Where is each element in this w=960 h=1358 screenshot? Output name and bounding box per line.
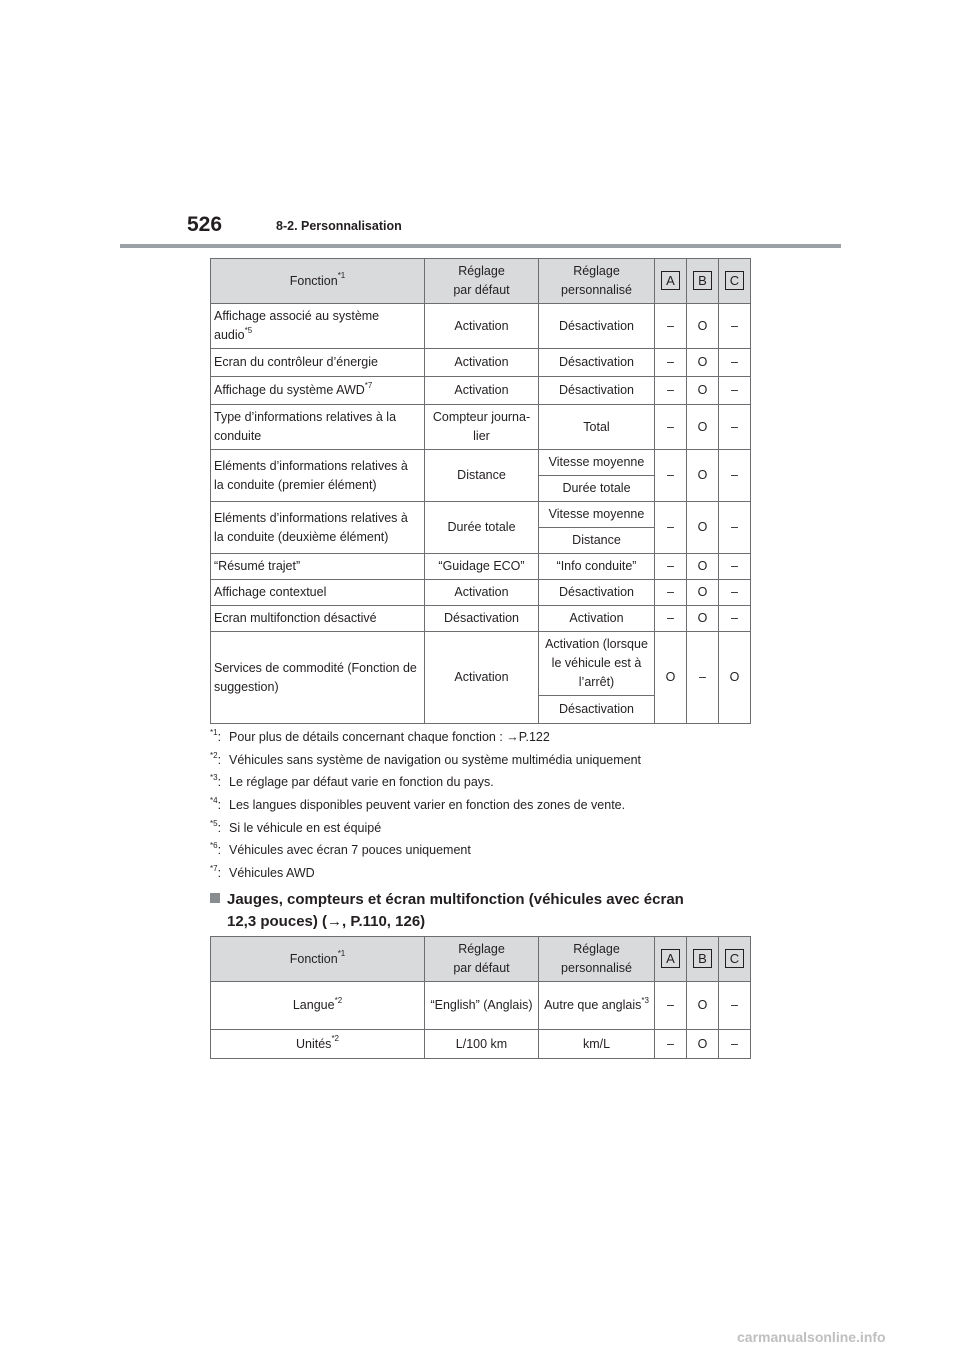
- cell-c: –: [719, 405, 751, 450]
- cell-b: O: [687, 405, 719, 450]
- header-col-b: B: [687, 259, 719, 304]
- cell-function: Ecran multifonction désactivé: [211, 606, 425, 632]
- header-fonction: Fonction$^{*1}$: [211, 259, 425, 304]
- cell-b: O: [687, 349, 719, 377]
- header-fonction: Fonction$^{*1}$: [211, 937, 425, 982]
- table-row: [211, 405, 751, 450]
- footnote: $^{*3}$: Le réglage par défaut varie en fonction du pays.: [210, 773, 494, 790]
- header-default: Réglage par défaut: [425, 259, 539, 304]
- table-row: [211, 554, 751, 580]
- cell-default: “Guidage ECO”: [425, 554, 539, 580]
- cell-c: –: [719, 304, 751, 349]
- cell-default: L/100 km: [425, 1030, 539, 1059]
- header-col-c: C: [719, 937, 751, 982]
- cell-custom: Désactivation: [539, 377, 655, 405]
- table-row: [211, 502, 751, 528]
- cell-c: –: [719, 502, 751, 554]
- header-custom: Réglage personnalisé: [539, 937, 655, 982]
- settings-table-1: [210, 258, 751, 724]
- cell-b: O: [687, 982, 719, 1030]
- cell-a: –: [655, 1030, 687, 1059]
- cell-b: –: [687, 632, 719, 724]
- cell-a: –: [655, 304, 687, 349]
- cell-c: –: [719, 349, 751, 377]
- cell-custom: Durée totale: [539, 476, 655, 502]
- cell-c: –: [719, 1030, 751, 1059]
- table-header-row: [211, 259, 751, 304]
- table-row: [211, 377, 751, 405]
- cell-custom: Vitesse moyenne: [539, 502, 655, 528]
- watermark: carmanualsonline.info: [737, 1329, 886, 1345]
- page-number: 526: [187, 213, 223, 236]
- section-title: 8-2. Personnalisation: [276, 219, 402, 233]
- header-default: Réglage par défaut: [425, 937, 539, 982]
- footnote: $^{*1}$: Pour plus de détails concernant chaque fonction : →P.122: [210, 727, 550, 744]
- footnotes: [210, 727, 770, 889]
- cell-custom: Désactivation: [539, 580, 655, 606]
- cell-custom: Vitesse moyenne: [539, 450, 655, 476]
- cell-function: “Résumé trajet”: [211, 554, 425, 580]
- cell-c: –: [719, 606, 751, 632]
- cell-b: O: [687, 580, 719, 606]
- cell-default: Activation: [425, 580, 539, 606]
- cell-function: Langue$^{*2}$: [211, 982, 425, 1030]
- cell-c: –: [719, 554, 751, 580]
- table-row: [211, 580, 751, 606]
- cell-b: O: [687, 502, 719, 554]
- cell-custom: Désactivation: [539, 349, 655, 377]
- cell-a: –: [655, 349, 687, 377]
- cell-function: Services de commodité (Fonction de suggestion): [211, 632, 425, 724]
- table-row: [211, 450, 751, 476]
- cell-default: Compteur journa-lier: [425, 405, 539, 450]
- footnote: $^{*6}$: Véhicules avec écran 7 pouces uniquement: [210, 841, 471, 858]
- cell-custom: km/L: [539, 1030, 655, 1059]
- square-bullet-icon: [210, 893, 220, 903]
- subsection-heading: Jauges, compteurs et écran multifonction (véhicules avec écran 12,3 pouces) (→, P.110, 126): [210, 889, 730, 933]
- cell-function: Ecran du contrôleur d’énergie: [211, 349, 425, 377]
- cell-default: Activation: [425, 377, 539, 405]
- cell-function: Affichage du système AWD$^{*7}$: [211, 377, 425, 405]
- cell-default: Activation: [425, 304, 539, 349]
- cell-c: –: [719, 377, 751, 405]
- cell-custom: Total: [539, 405, 655, 450]
- cell-custom: Activation (lorsque le véhicule est à l’arrêt): [539, 632, 655, 696]
- cell-default: Activation: [425, 632, 539, 724]
- settings-table-2: [210, 936, 751, 1059]
- cell-b: O: [687, 377, 719, 405]
- table-row: [211, 304, 751, 349]
- table-row: [211, 1030, 751, 1059]
- cell-function: Affichage contextuel: [211, 580, 425, 606]
- header-rule: [120, 244, 841, 248]
- header-custom: Réglage personnalisé: [539, 259, 655, 304]
- table-row: [211, 349, 751, 377]
- cell-function: Type d’informations relatives à la conduite: [211, 405, 425, 450]
- cell-a: –: [655, 405, 687, 450]
- cell-b: O: [687, 554, 719, 580]
- cell-b: O: [687, 606, 719, 632]
- cell-default: Désactivation: [425, 606, 539, 632]
- table-row: [211, 632, 751, 696]
- cell-c: –: [719, 982, 751, 1030]
- footnote: $^{*7}$: Véhicules AWD: [210, 863, 315, 881]
- cell-custom: Autre que anglais$^{*3}$: [539, 982, 655, 1030]
- header-col-a: A: [655, 937, 687, 982]
- cell-c: O: [719, 632, 751, 724]
- cell-a: O: [655, 632, 687, 724]
- header-col-b: B: [687, 937, 719, 982]
- footnote: $^{*5}$: Si le véhicule en est équipé: [210, 818, 382, 835]
- cell-b: O: [687, 1030, 719, 1059]
- cell-function: Unités$^{*2}$: [211, 1030, 425, 1059]
- cell-b: O: [687, 450, 719, 502]
- cell-default: Activation: [425, 349, 539, 377]
- table-row: [211, 606, 751, 632]
- cell-default: “English” (Anglais): [425, 982, 539, 1030]
- cell-a: –: [655, 502, 687, 554]
- cell-a: –: [655, 606, 687, 632]
- cell-a: –: [655, 450, 687, 502]
- cell-a: –: [655, 580, 687, 606]
- cell-custom: “Info conduite”: [539, 554, 655, 580]
- cell-c: –: [719, 580, 751, 606]
- cell-custom: Désactivation: [539, 304, 655, 349]
- cell-custom: Distance: [539, 528, 655, 554]
- table-header-row: [211, 937, 751, 982]
- footnote: $^{*4}$: Les langues disponibles peuvent varier en fonction des zones de vente.: [210, 795, 626, 813]
- cell-custom: Activation: [539, 606, 655, 632]
- cell-default: Durée totale: [425, 502, 539, 554]
- cell-function: Eléments d’informations relatives à la conduite (premier élément): [211, 450, 425, 502]
- table-row: [211, 982, 751, 1030]
- cell-a: –: [655, 377, 687, 405]
- cell-b: O: [687, 304, 719, 349]
- cell-a: –: [655, 982, 687, 1030]
- footnote: $^{*2}$: Véhicules sans système de navigation ou système multimédia uniquement: [210, 750, 642, 767]
- header-col-a: A: [655, 259, 687, 304]
- cell-a: –: [655, 554, 687, 580]
- cell-c: –: [719, 450, 751, 502]
- header-col-c: C: [719, 259, 751, 304]
- cell-custom: Désactivation: [539, 696, 655, 724]
- cell-function: Affichage associé au système audio$^{*5}$: [211, 304, 425, 349]
- cell-function: Eléments d’informations relatives à la conduite (deuxième élément): [211, 502, 425, 554]
- cell-default: Distance: [425, 450, 539, 502]
